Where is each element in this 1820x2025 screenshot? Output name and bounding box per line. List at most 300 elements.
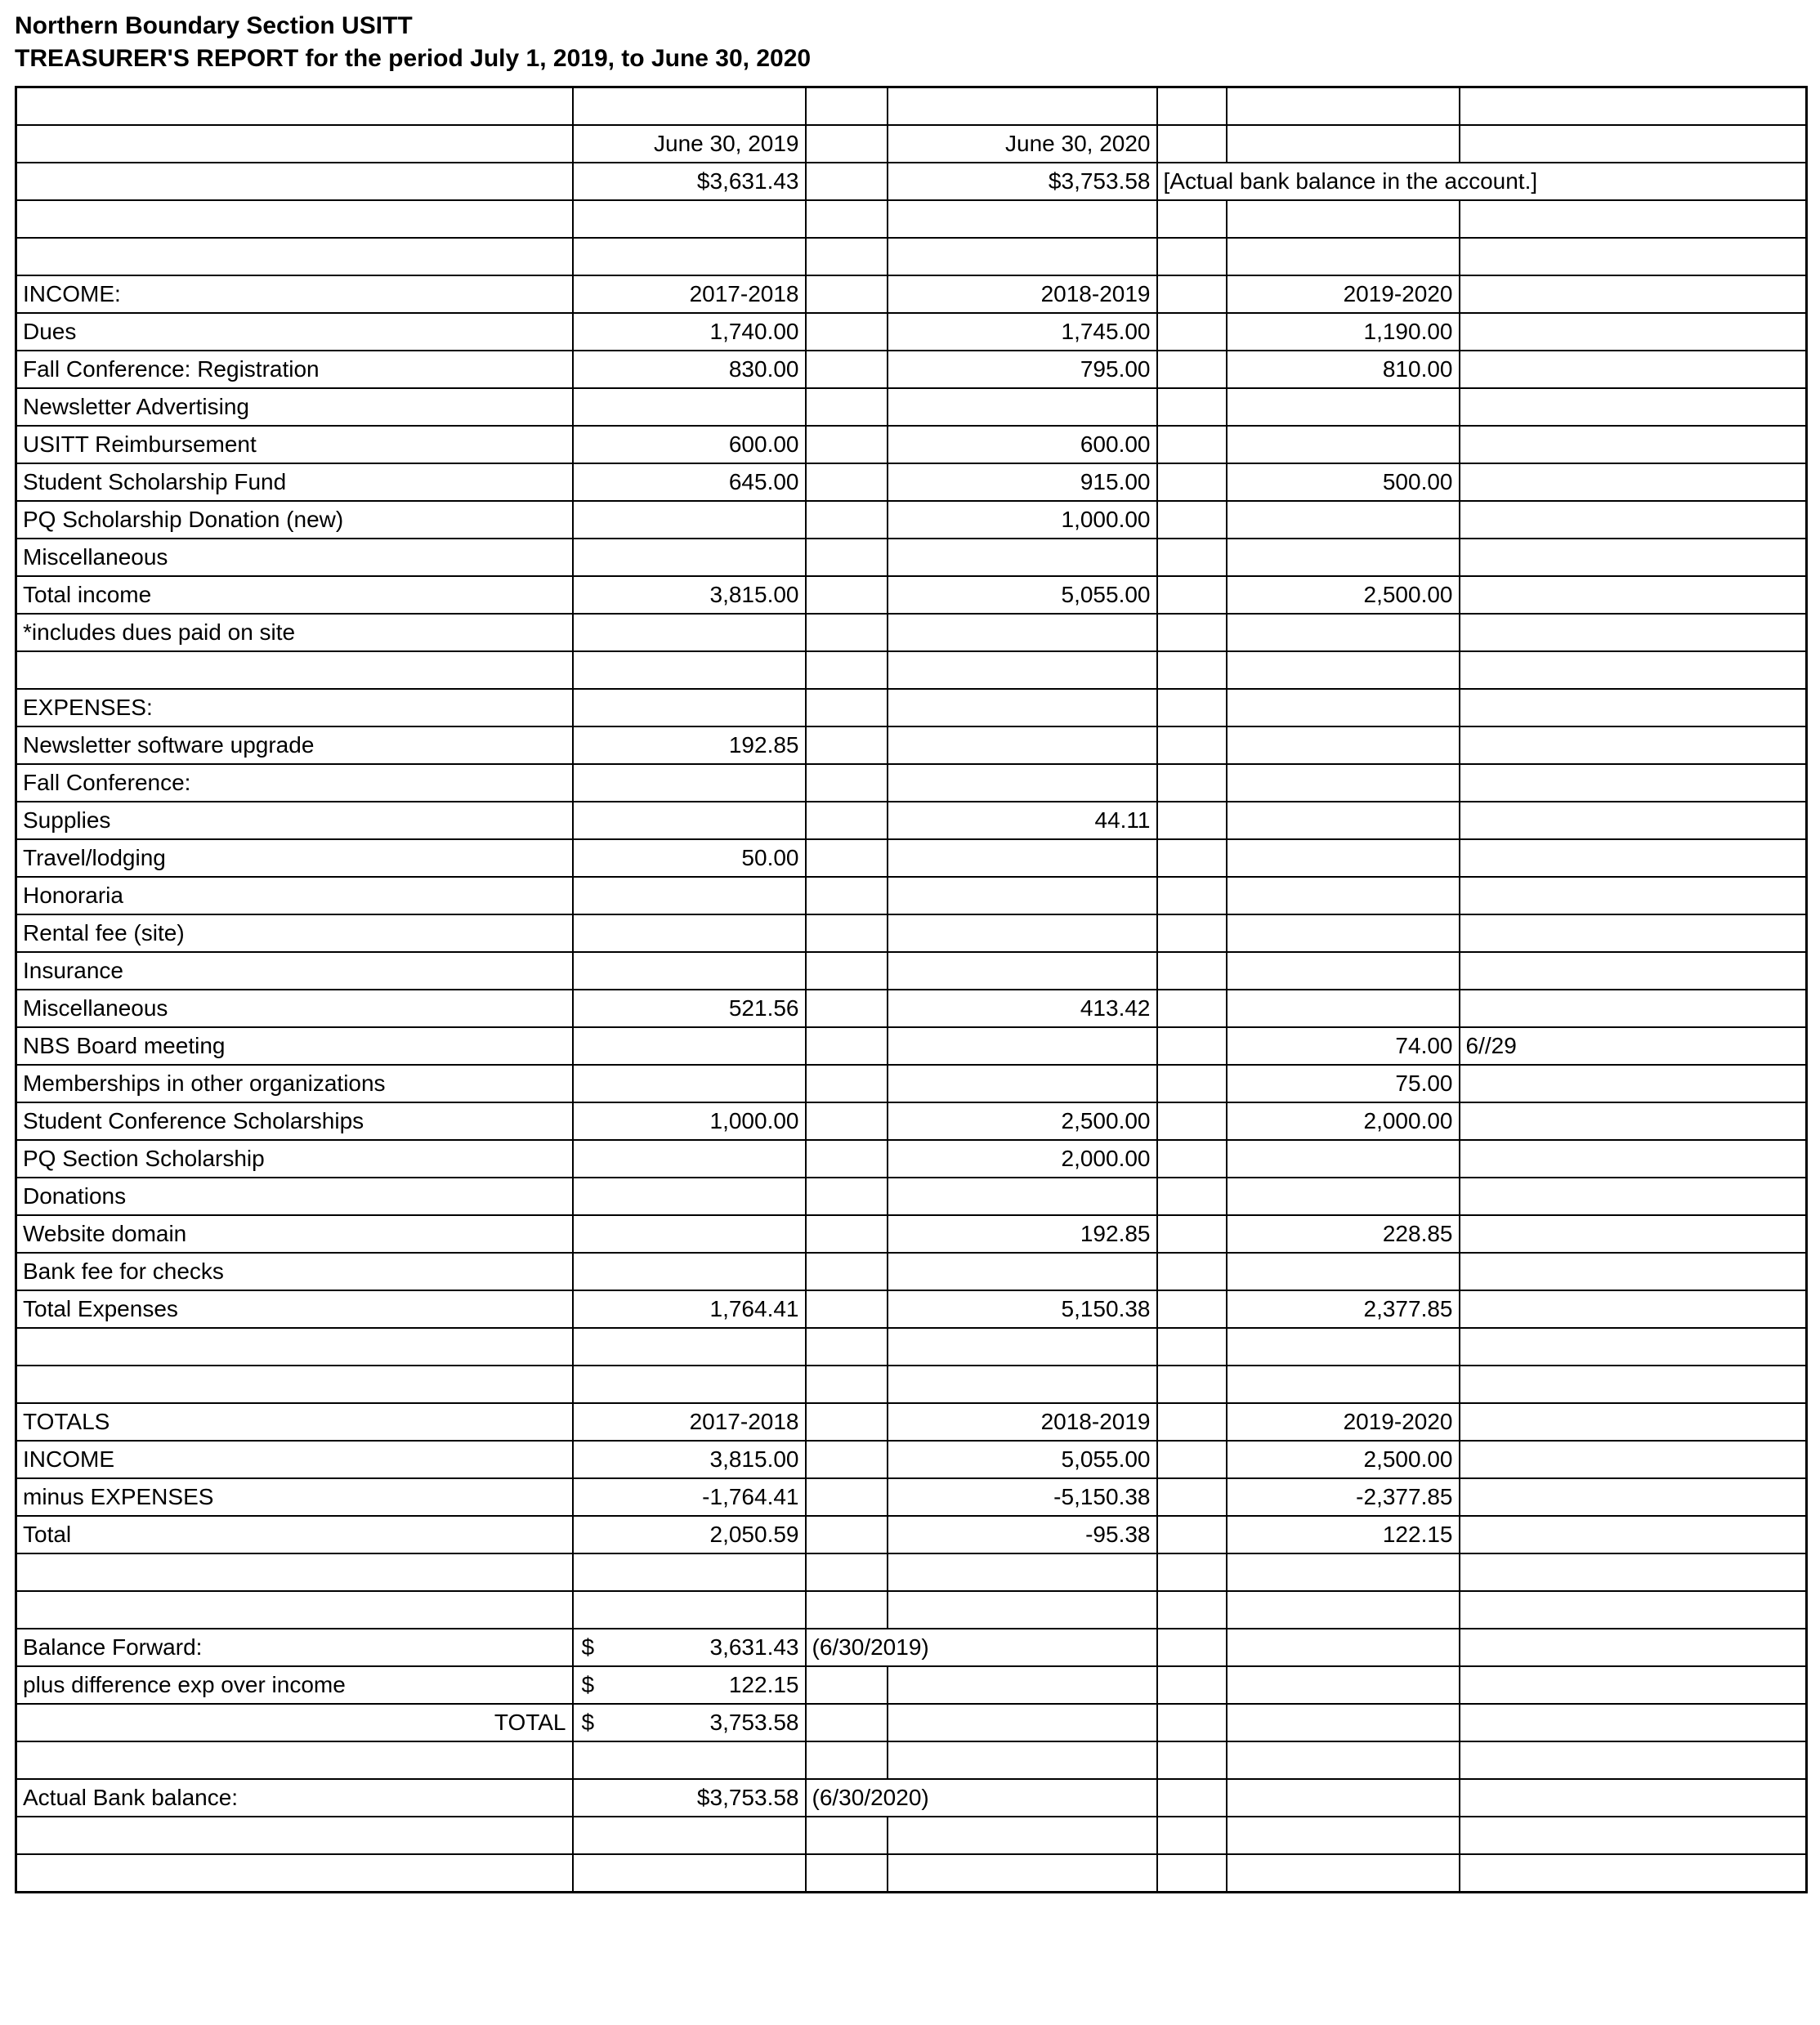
- totals-minus-expenses-row: [16, 1478, 1807, 1516]
- income-footnote: *includes dues paid on site: [16, 614, 573, 651]
- expense-row: [16, 1140, 1807, 1178]
- cell-blank: [806, 1704, 888, 1741]
- cell-blank: [806, 1666, 888, 1704]
- cell-blank: [1227, 614, 1460, 651]
- cell-blank: [1227, 1328, 1460, 1366]
- expense-row-note: [1460, 1215, 1807, 1253]
- table-row: [16, 651, 1807, 689]
- expense-row: [16, 764, 1807, 802]
- cell-blank: [1227, 1666, 1460, 1704]
- income-col-2019-2020: 2019-2020: [1227, 275, 1460, 313]
- expense-row-value-2017-2018: 50.00: [573, 839, 806, 877]
- expense-row-value-2017-2018: 1,000.00: [573, 1102, 806, 1140]
- actual-bank-balance-label: Actual Bank balance:: [16, 1779, 573, 1817]
- cell-blank: [1460, 238, 1807, 275]
- cell-blank: [1460, 1704, 1807, 1741]
- cell-blank: [1460, 125, 1807, 163]
- cell-blank: [1157, 1629, 1227, 1666]
- cell-blank: [1157, 1779, 1227, 1817]
- expense-row-value-2019-2020: [1227, 726, 1460, 764]
- cell-blank: [806, 1817, 888, 1854]
- cell-blank: [806, 1478, 888, 1516]
- income-row-label: Fall Conference: Registration: [16, 351, 573, 388]
- totals-total-row: [16, 1516, 1807, 1553]
- totals-heading: TOTALS: [16, 1403, 573, 1441]
- bank-balance-date-row: [16, 125, 1807, 163]
- income-row-value-2019-2020: [1227, 426, 1460, 463]
- expense-row-value-2019-2020: 2,000.00: [1227, 1102, 1460, 1140]
- income-row: [16, 426, 1807, 463]
- expense-row-value-2018-2019: [888, 952, 1157, 990]
- cell-blank: [1227, 1591, 1460, 1629]
- cell-blank: [1460, 501, 1807, 539]
- expense-row: [16, 1027, 1807, 1065]
- totals-income-label: INCOME: [16, 1441, 573, 1478]
- cell-blank: [573, 200, 806, 238]
- currency-symbol: $: [581, 1634, 595, 1661]
- cell-blank: [806, 388, 888, 426]
- income-row: [16, 463, 1807, 501]
- expense-row-value-2019-2020: [1227, 1140, 1460, 1178]
- actual-bank-balance-row: [16, 1779, 1807, 1817]
- cell-blank: [806, 726, 888, 764]
- cell-blank: [806, 689, 888, 726]
- cell-blank: [1460, 426, 1807, 463]
- treasurers-report-table: [15, 86, 1808, 1893]
- cell-blank: [1460, 1441, 1807, 1478]
- income-row-value-2017-2018: [573, 501, 806, 539]
- totals-income-2018-2019: 5,055.00: [888, 1441, 1157, 1478]
- cell-blank: [1227, 689, 1460, 726]
- cell-blank: [1157, 726, 1227, 764]
- expense-row-note: [1460, 802, 1807, 839]
- income-row-value-2018-2019: [888, 539, 1157, 576]
- expense-row: [16, 839, 1807, 877]
- income-row-value-2017-2018: 600.00: [573, 426, 806, 463]
- expense-row-value-2019-2020: 74.00: [1227, 1027, 1460, 1065]
- expense-row-value-2019-2020: [1227, 990, 1460, 1027]
- bank-balance-note: [Actual bank balance in the account.]: [1157, 163, 1807, 200]
- cell-blank: [1157, 1478, 1227, 1516]
- cell-blank: [1460, 1478, 1807, 1516]
- cell-blank: [1157, 1290, 1227, 1328]
- cell-blank: [1157, 1591, 1227, 1629]
- table-row: [16, 1366, 1807, 1403]
- cell-blank: [1157, 200, 1227, 238]
- cell-blank: [1460, 1403, 1807, 1441]
- cell-blank: [806, 614, 888, 651]
- income-row-value-2019-2020: [1227, 501, 1460, 539]
- expense-row-note: [1460, 1065, 1807, 1102]
- currency-symbol: $: [581, 1672, 595, 1698]
- cell-blank: [1157, 1215, 1227, 1253]
- cell-blank: [806, 1741, 888, 1779]
- cell-blank: [1157, 1253, 1227, 1290]
- income-col-2017-2018: 2017-2018: [573, 275, 806, 313]
- expense-row-label: Memberships in other organizations: [16, 1065, 573, 1102]
- table-row: [16, 1591, 1807, 1629]
- cell-blank: [806, 1140, 888, 1178]
- cell-blank: [1157, 539, 1227, 576]
- expense-row-label: Travel/lodging: [16, 839, 573, 877]
- bank-balance-date-current: June 30, 2020: [888, 125, 1157, 163]
- cell-blank: [1460, 576, 1807, 614]
- cell-blank: [1227, 1553, 1460, 1591]
- total-expenses-2017-2018: 1,764.41: [573, 1290, 806, 1328]
- expense-row-value-2018-2019: [888, 726, 1157, 764]
- cell-blank: [1227, 238, 1460, 275]
- cell-blank: [1157, 1328, 1227, 1366]
- cell-blank: [806, 914, 888, 952]
- cell-blank: [16, 87, 573, 126]
- totals-total-label: Total: [16, 1516, 573, 1553]
- cell-blank: [806, 802, 888, 839]
- cell-blank: [1227, 87, 1460, 126]
- cell-blank: [1157, 1704, 1227, 1741]
- cell-blank: [1157, 1102, 1227, 1140]
- cell-blank: [16, 1817, 573, 1854]
- income-row: [16, 539, 1807, 576]
- cell-blank: [1460, 1366, 1807, 1403]
- reconciliation-total-amount: 3,753.58: [709, 1710, 799, 1736]
- cell-blank: [888, 1741, 1157, 1779]
- cell-blank: [573, 87, 806, 126]
- cell-blank: [573, 1817, 806, 1854]
- cell-blank: [1157, 1666, 1227, 1704]
- income-row-label: Student Scholarship Fund: [16, 463, 573, 501]
- cell-blank: [806, 275, 888, 313]
- cell-blank: [1157, 576, 1227, 614]
- expense-row-value-2017-2018: [573, 914, 806, 952]
- totals-total-2017-2018: 2,050.59: [573, 1516, 806, 1553]
- cell-blank: [1157, 877, 1227, 914]
- reconciliation-total-value: [573, 1704, 806, 1741]
- income-row-value-2018-2019: [888, 388, 1157, 426]
- cell-blank: [1157, 87, 1227, 126]
- table-row: [16, 200, 1807, 238]
- cell-blank: [888, 1817, 1157, 1854]
- expense-row-note: [1460, 952, 1807, 990]
- expense-row-value-2018-2019: [888, 839, 1157, 877]
- expense-row-note: [1460, 839, 1807, 877]
- cell-blank: [806, 238, 888, 275]
- cell-blank: [16, 1741, 573, 1779]
- totals-col-2018-2019: 2018-2019: [888, 1403, 1157, 1441]
- difference-label: plus difference exp over income: [16, 1666, 573, 1704]
- expense-row-note: [1460, 990, 1807, 1027]
- expense-row: [16, 1215, 1807, 1253]
- expense-row-value-2017-2018: [573, 952, 806, 990]
- cell-blank: [1157, 651, 1227, 689]
- expense-row-label: Student Conference Scholarships: [16, 1102, 573, 1140]
- income-row-value-2017-2018: 830.00: [573, 351, 806, 388]
- expense-row-value-2018-2019: 44.11: [888, 802, 1157, 839]
- expense-row-value-2017-2018: [573, 1065, 806, 1102]
- expense-row-value-2018-2019: [888, 1065, 1157, 1102]
- expense-row: [16, 952, 1807, 990]
- expense-row: [16, 1065, 1807, 1102]
- cell-blank: [806, 1178, 888, 1215]
- income-col-2018-2019: 2018-2019: [888, 275, 1157, 313]
- table-row: [16, 1553, 1807, 1591]
- cell-blank: [573, 238, 806, 275]
- cell-blank: [1460, 1817, 1807, 1854]
- cell-blank: [806, 576, 888, 614]
- income-row-value-2017-2018: [573, 388, 806, 426]
- cell-blank: [806, 1328, 888, 1366]
- cell-blank: [888, 1553, 1157, 1591]
- cell-blank: [806, 1553, 888, 1591]
- cell-blank: [16, 163, 573, 200]
- cell-blank: [888, 614, 1157, 651]
- income-row-value-2019-2020: 500.00: [1227, 463, 1460, 501]
- cell-blank: [806, 651, 888, 689]
- cell-blank: [806, 1215, 888, 1253]
- cell-blank: [1157, 1178, 1227, 1215]
- cell-blank: [573, 689, 806, 726]
- cell-blank: [806, 877, 888, 914]
- cell-blank: [1227, 125, 1460, 163]
- cell-blank: [888, 1328, 1157, 1366]
- income-row-value-2018-2019: 1,000.00: [888, 501, 1157, 539]
- difference-amount: 122.15: [728, 1672, 799, 1698]
- cell-blank: [16, 1328, 573, 1366]
- cell-blank: [1227, 1741, 1460, 1779]
- table-row: [16, 1741, 1807, 1779]
- organization-title: Northern Boundary Section USITT: [15, 12, 413, 39]
- difference-row: [16, 1666, 1807, 1704]
- income-row-value-2017-2018: [573, 539, 806, 576]
- cell-blank: [1460, 651, 1807, 689]
- income-header-row: [16, 275, 1807, 313]
- cell-blank: [1157, 388, 1227, 426]
- income-row: [16, 388, 1807, 426]
- expense-row-note: [1460, 1253, 1807, 1290]
- cell-blank: [1157, 1140, 1227, 1178]
- totals-minus-expenses-2017-2018: -1,764.41: [573, 1478, 806, 1516]
- expense-row-label: Insurance: [16, 952, 573, 990]
- cell-blank: [1157, 1403, 1227, 1441]
- expense-row-note: [1460, 1140, 1807, 1178]
- cell-blank: [888, 238, 1157, 275]
- expense-row-label: Newsletter software upgrade: [16, 726, 573, 764]
- cell-blank: [1157, 313, 1227, 351]
- expense-row-value-2017-2018: [573, 1140, 806, 1178]
- expense-row-label: PQ Section Scholarship: [16, 1140, 573, 1178]
- total-income-2019-2020: 2,500.00: [1227, 576, 1460, 614]
- cell-blank: [1460, 1854, 1807, 1893]
- expense-row-note: 6//29: [1460, 1027, 1807, 1065]
- income-row: [16, 313, 1807, 351]
- expense-row-value-2019-2020: [1227, 802, 1460, 839]
- income-row-value-2018-2019: 600.00: [888, 426, 1157, 463]
- cell-blank: [1157, 1817, 1227, 1854]
- cell-blank: [1460, 351, 1807, 388]
- cell-blank: [806, 1591, 888, 1629]
- cell-blank: [806, 163, 888, 200]
- total-income-label: Total income: [16, 576, 573, 614]
- expense-row-value-2019-2020: [1227, 1178, 1460, 1215]
- expense-row-value-2017-2018: [573, 802, 806, 839]
- income-row-label: Newsletter Advertising: [16, 388, 573, 426]
- cell-blank: [16, 1366, 573, 1403]
- expense-row: [16, 914, 1807, 952]
- cell-blank: [16, 651, 573, 689]
- reconciliation-total-row: [16, 1704, 1807, 1741]
- currency-symbol: $: [581, 1710, 595, 1736]
- expenses-header-row: [16, 689, 1807, 726]
- income-row-value-2019-2020: [1227, 388, 1460, 426]
- cell-blank: [1157, 914, 1227, 952]
- cell-blank: [806, 426, 888, 463]
- expense-row-value-2017-2018: [573, 1178, 806, 1215]
- table-row: [16, 87, 1807, 126]
- cell-blank: [1460, 689, 1807, 726]
- cell-blank: [1460, 200, 1807, 238]
- income-row-value-2019-2020: 1,190.00: [1227, 313, 1460, 351]
- cell-blank: [1157, 501, 1227, 539]
- income-row-value-2019-2020: 810.00: [1227, 351, 1460, 388]
- expense-row-note: [1460, 877, 1807, 914]
- cell-blank: [888, 1704, 1157, 1741]
- expense-row-value-2017-2018: 192.85: [573, 726, 806, 764]
- cell-blank: [806, 87, 888, 126]
- expense-row-value-2018-2019: [888, 914, 1157, 952]
- document-title-block: [15, 0, 1805, 86]
- totals-income-2019-2020: 2,500.00: [1227, 1441, 1460, 1478]
- total-income-2017-2018: 3,815.00: [573, 576, 806, 614]
- cell-blank: [16, 125, 573, 163]
- cell-blank: [573, 614, 806, 651]
- cell-blank: [573, 651, 806, 689]
- cell-blank: [806, 313, 888, 351]
- cell-blank: [1157, 839, 1227, 877]
- cell-blank: [1227, 1629, 1460, 1666]
- cell-blank: [1157, 802, 1227, 839]
- cell-blank: [888, 200, 1157, 238]
- cell-blank: [806, 1441, 888, 1478]
- cell-blank: [1460, 614, 1807, 651]
- cell-blank: [888, 1666, 1157, 1704]
- total-income-row: [16, 576, 1807, 614]
- cell-blank: [573, 1741, 806, 1779]
- total-expenses-2018-2019: 5,150.38: [888, 1290, 1157, 1328]
- balance-forward-row: [16, 1629, 1807, 1666]
- actual-bank-balance-value: $3,753.58: [573, 1779, 806, 1817]
- cell-blank: [806, 125, 888, 163]
- cell-blank: [1157, 351, 1227, 388]
- cell-blank: [1157, 275, 1227, 313]
- cell-blank: [1460, 1591, 1807, 1629]
- table-row: [16, 1817, 1807, 1854]
- income-row-label: Dues: [16, 313, 573, 351]
- cell-blank: [888, 1591, 1157, 1629]
- cell-blank: [806, 990, 888, 1027]
- income-row-label: Miscellaneous: [16, 539, 573, 576]
- cell-blank: [1157, 125, 1227, 163]
- expense-row-value-2018-2019: 2,000.00: [888, 1140, 1157, 1178]
- cell-blank: [1157, 1366, 1227, 1403]
- expense-row-value-2018-2019: [888, 1027, 1157, 1065]
- cell-blank: [806, 952, 888, 990]
- cell-blank: [806, 1253, 888, 1290]
- cell-blank: [806, 1854, 888, 1893]
- cell-blank: [573, 1553, 806, 1591]
- cell-blank: [806, 501, 888, 539]
- income-footnote-row: [16, 614, 1807, 651]
- cell-blank: [1157, 1065, 1227, 1102]
- totals-income-row: [16, 1441, 1807, 1478]
- cell-blank: [806, 1516, 888, 1553]
- expense-row-note: [1460, 1102, 1807, 1140]
- cell-blank: [1227, 1817, 1460, 1854]
- cell-blank: [806, 351, 888, 388]
- expense-row-value-2017-2018: [573, 1027, 806, 1065]
- cell-blank: [1157, 463, 1227, 501]
- cell-blank: [888, 651, 1157, 689]
- expense-row-note: [1460, 1178, 1807, 1215]
- expense-row-value-2019-2020: 75.00: [1227, 1065, 1460, 1102]
- cell-blank: [573, 1854, 806, 1893]
- cell-blank: [573, 1328, 806, 1366]
- cell-blank: [1157, 1553, 1227, 1591]
- totals-total-2019-2020: 122.15: [1227, 1516, 1460, 1553]
- cell-blank: [16, 200, 573, 238]
- cell-blank: [16, 1591, 573, 1629]
- cell-blank: [806, 764, 888, 802]
- expense-row-label: Website domain: [16, 1215, 573, 1253]
- cell-blank: [806, 1403, 888, 1441]
- cell-blank: [1460, 1516, 1807, 1553]
- expense-row-value-2018-2019: [888, 1178, 1157, 1215]
- total-expenses-label: Total Expenses: [16, 1290, 573, 1328]
- income-row-value-2019-2020: [1227, 539, 1460, 576]
- income-row-label: USITT Reimbursement: [16, 426, 573, 463]
- expense-row-value-2018-2019: [888, 764, 1157, 802]
- cell-blank: [1157, 1854, 1227, 1893]
- cell-blank: [1157, 426, 1227, 463]
- cell-blank: [1157, 952, 1227, 990]
- expense-row-value-2017-2018: [573, 877, 806, 914]
- cell-blank: [806, 539, 888, 576]
- cell-blank: [806, 1027, 888, 1065]
- cell-blank: [806, 463, 888, 501]
- totals-col-2017-2018: 2017-2018: [573, 1403, 806, 1441]
- balance-forward-label: Balance Forward:: [16, 1629, 573, 1666]
- expense-row-value-2019-2020: [1227, 764, 1460, 802]
- cell-blank: [1157, 1516, 1227, 1553]
- table-row: [16, 1854, 1807, 1893]
- table-row: [16, 238, 1807, 275]
- cell-blank: [573, 1591, 806, 1629]
- income-row-value-2018-2019: 795.00: [888, 351, 1157, 388]
- expense-row-label: Rental fee (site): [16, 914, 573, 952]
- expense-row-value-2019-2020: [1227, 1253, 1460, 1290]
- income-row-value-2018-2019: 1,745.00: [888, 313, 1157, 351]
- expense-row-value-2018-2019: 2,500.00: [888, 1102, 1157, 1140]
- cell-blank: [806, 839, 888, 877]
- income-row-value-2018-2019: 915.00: [888, 463, 1157, 501]
- expense-row-value-2019-2020: 228.85: [1227, 1215, 1460, 1253]
- cell-blank: [888, 689, 1157, 726]
- income-heading: INCOME:: [16, 275, 573, 313]
- cell-blank: [806, 1102, 888, 1140]
- expense-row-value-2018-2019: [888, 877, 1157, 914]
- expense-row: [16, 1102, 1807, 1140]
- balance-forward-value: [573, 1629, 806, 1666]
- expense-row-value-2018-2019: [888, 1253, 1157, 1290]
- expense-row-value-2019-2020: [1227, 877, 1460, 914]
